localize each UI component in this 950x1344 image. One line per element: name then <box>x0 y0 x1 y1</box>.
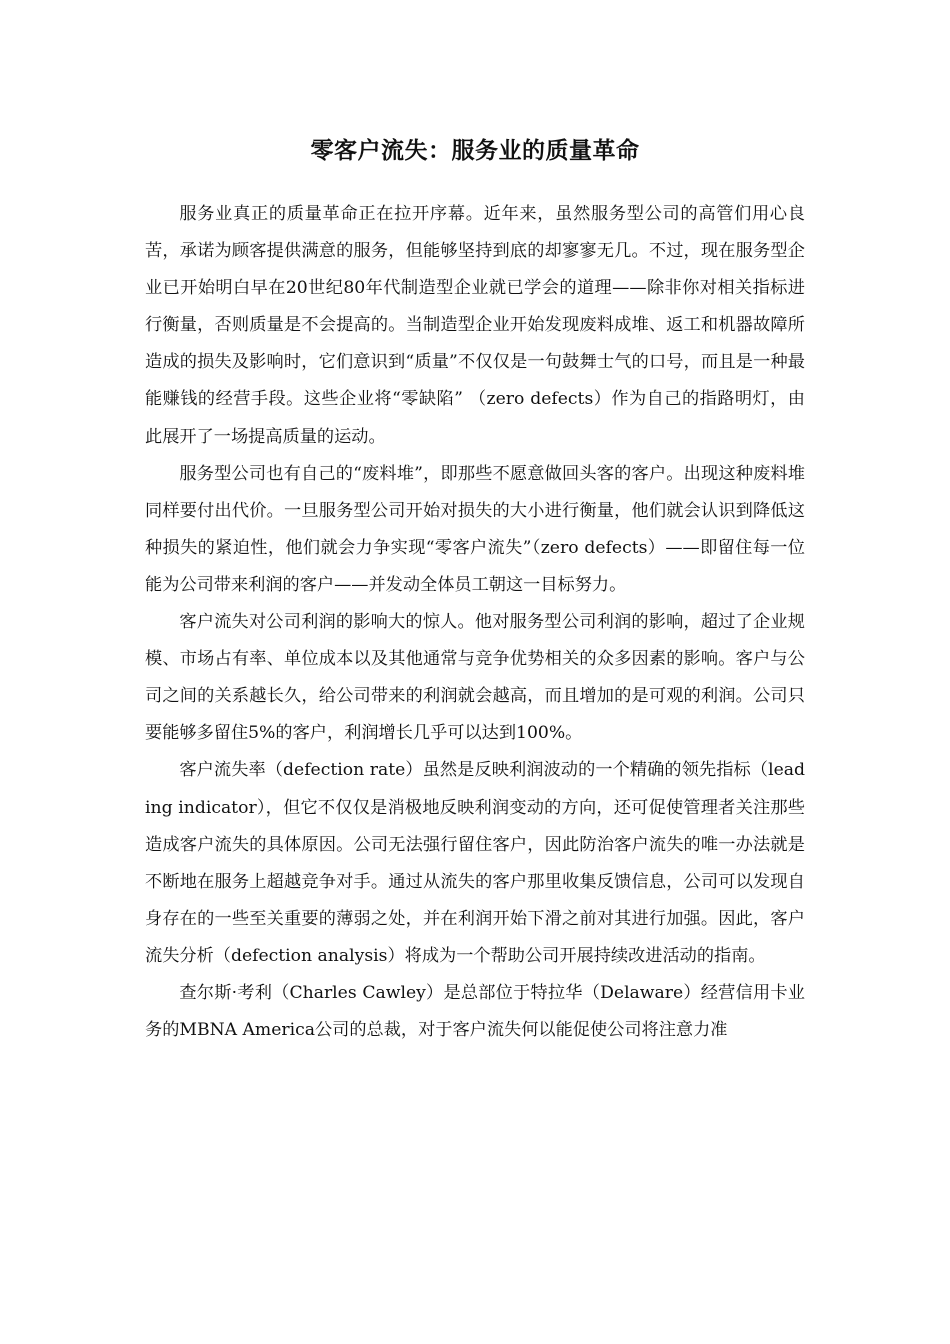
document-body <box>145 196 805 1049</box>
paragraph: 服务型公司也有自己的“废料堆”，即那些不愿意做回头客的客户。出现这种废料堆同样要付出代价。一旦服务型公司开始对损失的大小进行衡量，他们就会认识到降低这种损失的紧迫性，他们就会力争实现“零客户流失”（zero defects）——即留住每一位能为公司带来利润的客户——并发动全体员工朝这一目标努力。 <box>145 463 805 595</box>
paragraph: 服务业真正的质量革命正在拉开序幕。近年来，虽然服务型公司的高管们用心良苦，承诺为顾客提供满意的服务，但能够坚持到底的却寥寥无几。不过，现在服务型企业已开始明白早在20世纪80年代制造型企业就已学会的道理——除非你对相关指标进行衡量，否则质量是不会提高的。当制造型企业开始发现废料成堆、返工和机器故障所造成的损失及影响时，它们意识到“质量”不仅仅是一句鼓舞士气的口号，而且是一种最能赚钱的经营手段。这些企业将“零缺陷” （zero defects）作为自己的指路明灯，由此展开了一场提高质量的运动。 <box>145 204 805 447</box>
paragraph: 查尔斯·考利（Charles Cawley）是总部位于特拉华（Delaware）经营信用卡业务的MBNA America公司的总裁，对于客户流失何以能促使公司将注意力准 <box>145 982 805 1041</box>
paragraph: 客户流失对公司利润的影响大的惊人。他对服务型公司利润的影响，超过了企业规模、市场占有率、单位成本以及其他通常与竞争优势相关的众多因素的影响。客户与公司之间的关系越长久，给公司带来的利润就会越高，而且增加的是可观的利润。公司只要能够多留住5%的客户，利润增长几乎可以达到100%。 <box>145 612 805 744</box>
document-title: 零客户流失：服务业的质量革命 <box>310 138 640 164</box>
paragraph: 客户流失率（defection rate）虽然是反映利润波动的一个精确的领先指标（leading indicator），但它不仅仅是消极地反映利润变动的方向，还可促使管理者关注那些造成客户流失的具体原因。公司无法强行留住客户，因此防治客户流失的唯一办法就是不断地在服务上超越竞争对手。通过从流失的客户那里收集反馈信息，公司可以发现自身存在的一些至关重要的薄弱之处，并在利润开始下滑之前对其进行加强。因此，客户流失分析（defection analysis）将成为一个帮助公司开展持续改进活动的指南。 <box>145 760 805 966</box>
